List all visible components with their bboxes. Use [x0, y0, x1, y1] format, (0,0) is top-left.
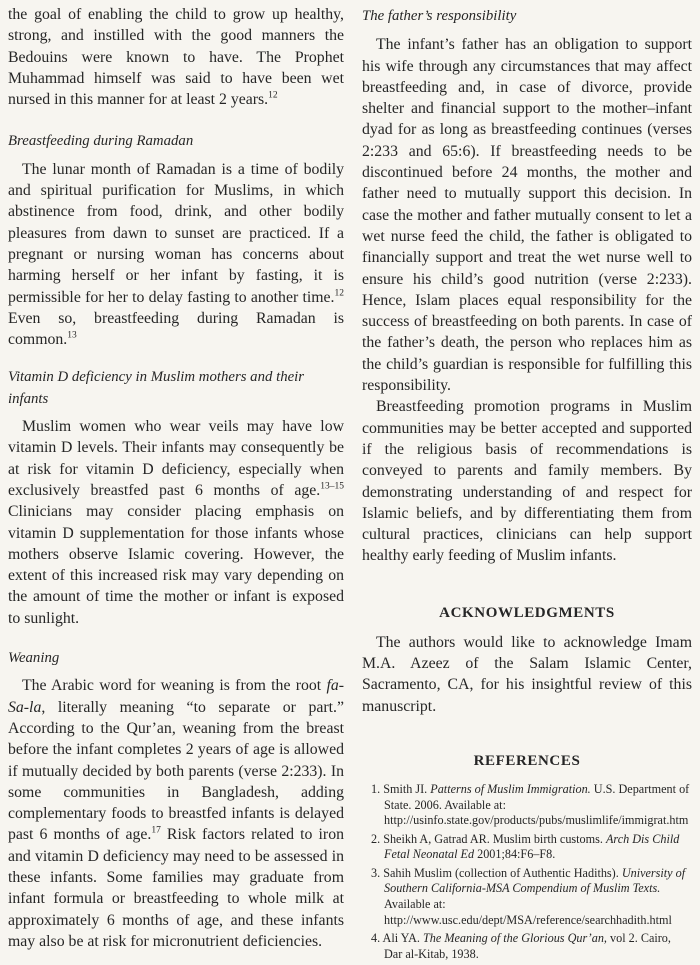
weaning-text-a: The Arabic word for weaning is from the root — [22, 677, 327, 695]
vitamin-d-text-a: Muslim women who wear veils may have low vitamin D levels. Their infants may consequently be at risk for vitamin D deficiency, especially when exclusively breastfed past 6 months of age. — [8, 418, 344, 499]
citation-superscript: 13 — [67, 330, 77, 341]
reference-number: 4. — [371, 931, 381, 946]
reference-details: vol 2. Cairo, Dar al-Kitab, 1938. — [384, 931, 671, 961]
weaning-text-b: , literally meaning “to separate or part.” According to the Qur’an, weaning from the breast before the infant completes 2 years of age is allowed if mutually decided by both parents (verse 2:233). In some communities in Bangladesh, adding complementary foods to breastfed infants is delayed past 6 months of age. — [8, 698, 344, 844]
citation-superscript: 12 — [334, 288, 344, 299]
reference-title: Arch Dis Child Fetal Neonatal Ed — [384, 831, 680, 862]
acknowledgments-heading: ACKNOWLEDGMENTS — [439, 604, 615, 621]
reference-authors: Ali YA. — [382, 931, 424, 946]
vitamin-d-paragraph — [8, 416, 344, 629]
ramadan-text-b: Even so, breastfeeding during Ramadan is common. — [8, 309, 344, 349]
reference-item — [362, 931, 692, 962]
weaning-paragraph — [8, 675, 344, 952]
reference-details: Available at: http://www.usc.edu/dept/MSA/reference/searchhadith.html — [384, 897, 672, 927]
reference-number: 1. — [371, 781, 381, 796]
citation-superscript: 12 — [268, 90, 278, 101]
reference-list — [362, 782, 692, 963]
section-heading-weaning: Weaning — [8, 650, 60, 667]
father-paragraph-2: Breastfeeding promotion programs in Muslim communities may be better accepted and supported if the religious basis of recommendations is conveyed to parents and family members. By demonstrating understanding of and respect for Islamic beliefs, and by differentiating them from cultural practices, clinicians can help support healthy early feeding of Muslim infants. — [362, 398, 692, 565]
ramadan-paragraph — [8, 159, 344, 351]
reference-title: Patterns of Muslim Immigration. — [430, 781, 591, 796]
ramadan-text-a: The lunar month of Ramadan is a time of bodily and spiritual purification for Muslims, in which abstinence from food, drink, and other bodily pleasures from dawn to sunset are practiced. If a pregnant or nursing woman has concerns about harming herself or her infant by fasting, it is permissible for her to delay fasting to another time. — [8, 160, 344, 306]
reference-authors: Smith JI. — [383, 781, 431, 796]
left-column — [8, 0, 344, 952]
arabic-root: fa-Sa-la — [8, 677, 344, 716]
citation-superscript: 17 — [151, 826, 161, 837]
reference-title: University of Southern California-MSA Compendium of Muslim Texts. — [384, 865, 686, 896]
reference-details: U.S. Department of State. 2006. Available at: http://usinfo.state.gov/products/pubs/muslimlife/immigrat.htm — [384, 781, 690, 828]
reference-item — [362, 782, 692, 829]
reference-title: The Meaning of the Glorious Qur’an, — [423, 931, 607, 946]
citation-superscript: 13–15 — [320, 481, 344, 492]
father-paragraph-1: The infant’s father has an obligation to support his wife through any circumstances that may affect breastfeeding and, in case of divorce, provide shelter and financial support to the mother–infant dyad for as long as breastfeeding continues (verses 2:233 and 65:6). If breastfeeding needs to be discontinued before 24 months, the mother and father need to mutually support this decision. In case the mother and father mutually consent to let a wet nurse feed the child, the father is obligated to financially support and treat the wet nurse well to ensure his child’s good nutrition (verse 2:233). Hence, Islam places equal responsibility for the success of breastfeeding on both parents. In case of the father’s death, the person who replaces him as the child’s guardian is responsible for fulfilling this responsibility. — [362, 36, 692, 395]
section-heading-vitamin-d: Vitamin D deficiency in Muslim mothers and their infants — [8, 369, 305, 407]
reference-item — [362, 832, 692, 863]
weaning-text-c: Risk factors related to iron and vitamin D deficiency may need to be assessed in these infants. Some families may graduate from infant formula or breastfeeding to whole milk at approximately 6 months of age, and these infants may also be at risk for micronutrient deficiencies. — [8, 826, 344, 950]
reference-item — [362, 866, 692, 928]
reference-number: 3. — [371, 865, 381, 880]
acknowledgments-text: The authors would like to acknowledge Imam M.A. Azeez of the Salam Islamic Center, Sacramento, CA, for his insightful review of this manuscript. — [362, 633, 692, 715]
right-column — [362, 0, 692, 965]
intro-paragraph — [8, 4, 344, 110]
reference-authors: Sheikh A, Gatrad AR. Muslim birth customs. — [383, 831, 606, 846]
reference-number: 2. — [371, 831, 381, 846]
reference-authors: Sahih Muslim (collection of Authentic Hadiths). — [383, 865, 622, 880]
vitamin-d-text-b: Clinicians may consider placing emphasis on vitamin D supplementation for those infants whose mothers observe Islamic covering. However, the extent of this increased risk may vary depending on the amount of time the mother or infant is exposed to sunlight. — [8, 503, 344, 627]
intro-text: the goal of enabling the child to grow up healthy, strong, and instilled with the good manners the Bedouins were known to have. The Prophet Muhammad himself was said to have been wet nursed in this manner for at least 2 years. — [8, 6, 344, 109]
references-heading: REFERENCES — [473, 752, 581, 769]
section-heading-ramadan: Breastfeeding during Ramadan — [8, 133, 194, 150]
section-heading-father: The father’s responsibility — [362, 8, 517, 24]
reference-details: 2001;84:F6–F8. — [474, 847, 556, 862]
